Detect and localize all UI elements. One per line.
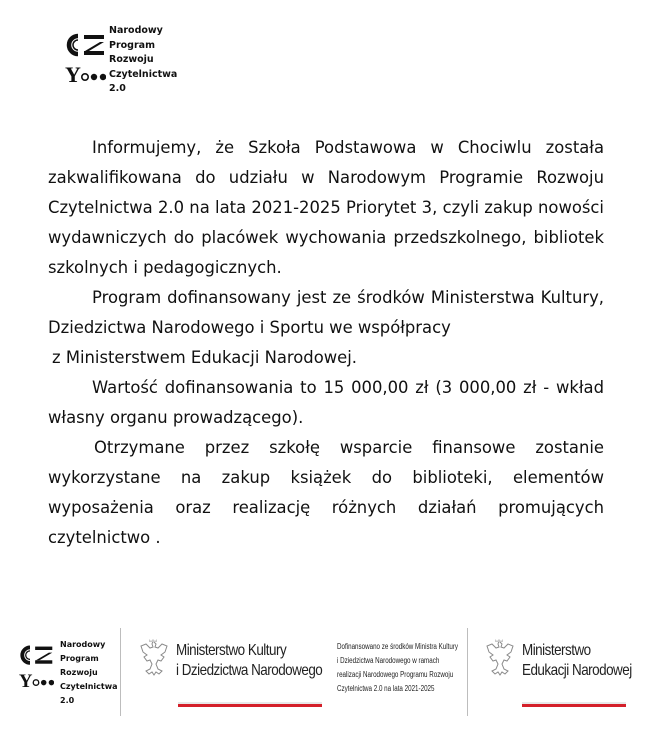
men-name-line2: Edukacji Narodowej <box>522 662 632 679</box>
logo-line: Czytelnictwa <box>60 682 118 691</box>
nprc-logo <box>64 24 234 104</box>
funding-line: realizacji Narodowego Programu Rozwoju <box>337 670 454 679</box>
logo-line: Program <box>60 654 99 663</box>
polish-flag-stripe <box>178 702 322 707</box>
nprc-logo-mark-icon <box>64 30 106 90</box>
funding-line: Dofinansowano ze środków Ministra Kultury <box>337 642 459 651</box>
footer-divider <box>120 628 121 716</box>
white-eagle-icon <box>136 638 170 682</box>
logo-line: Rozwoju <box>109 54 154 65</box>
logo-line: 2.0 <box>109 83 126 94</box>
announcement-body <box>48 133 604 553</box>
men-logo <box>482 638 642 718</box>
logo-line: Rozwoju <box>60 668 98 677</box>
footer-logos <box>0 626 661 720</box>
mkidn-logo <box>136 638 326 718</box>
funding-note <box>337 640 458 696</box>
paragraph-funding-usage: Otrzymane przez szkołę wsparcie finansowe zostanie wykorzystane na zakup książek do biblioteki, elementów wyposażenia oraz realizację różnych działań promujących czytelnictwo . <box>48 438 604 547</box>
footer-nprc-logo <box>18 630 118 714</box>
logo-line: Narodowy <box>60 640 106 649</box>
mkidn-name-line2: i Dziedzictwa Narodowego <box>176 662 323 679</box>
funding-line: Czytelnictwa 2.0 na lata 2021-2025 <box>337 684 435 693</box>
nprc-logo-text <box>60 638 118 708</box>
svg-text:Y: Y <box>65 62 81 87</box>
funding-line: i Dziedzictwa Narodowego w ramach <box>337 656 440 665</box>
polish-flag-stripe <box>522 702 626 707</box>
white-eagle-icon <box>482 638 516 682</box>
footer-divider <box>467 628 468 716</box>
svg-text:Y: Y <box>18 670 33 692</box>
paragraph-funding-amount: Wartość dofinansowania to 15 000,00 zł (3 000,00 zł - wkład własny organu prowadzącego). <box>48 378 604 427</box>
logo-line: Narodowy <box>109 25 163 36</box>
men-name-line1: Ministerstwo <box>522 642 591 659</box>
logo-line: 2.0 <box>60 696 75 705</box>
logo-line: Czytelnictwa <box>109 68 178 80</box>
nprc-logo-text <box>109 24 177 97</box>
logo-line: Program <box>109 39 155 51</box>
paragraph-qualification: Informujemy, że Szkoła Podstawowa w Chociwlu została zakwalifikowana do udziału w Narodowym Programie Rozwoju Czytelnictwa 2.0 na lata 2021-2025 Priorytet 3, czyli zakup nowości wydawniczych do placówek wychowania przedszkolnego, bibliotek szkolnych i pedagogicznych. <box>48 138 604 277</box>
paragraph-funding-source: Program dofinansowany jest ze środków Ministerstwa Kultury, Dziedzictwa Narodowego i Sportu we współpracy <box>48 288 604 337</box>
paragraph-funding-partner: z Ministerstwem Edukacji Narodowej. <box>52 348 357 367</box>
mkidn-name-line1: Ministerstwo Kultury <box>176 642 287 659</box>
nprc-logo-mark-icon <box>18 642 54 694</box>
